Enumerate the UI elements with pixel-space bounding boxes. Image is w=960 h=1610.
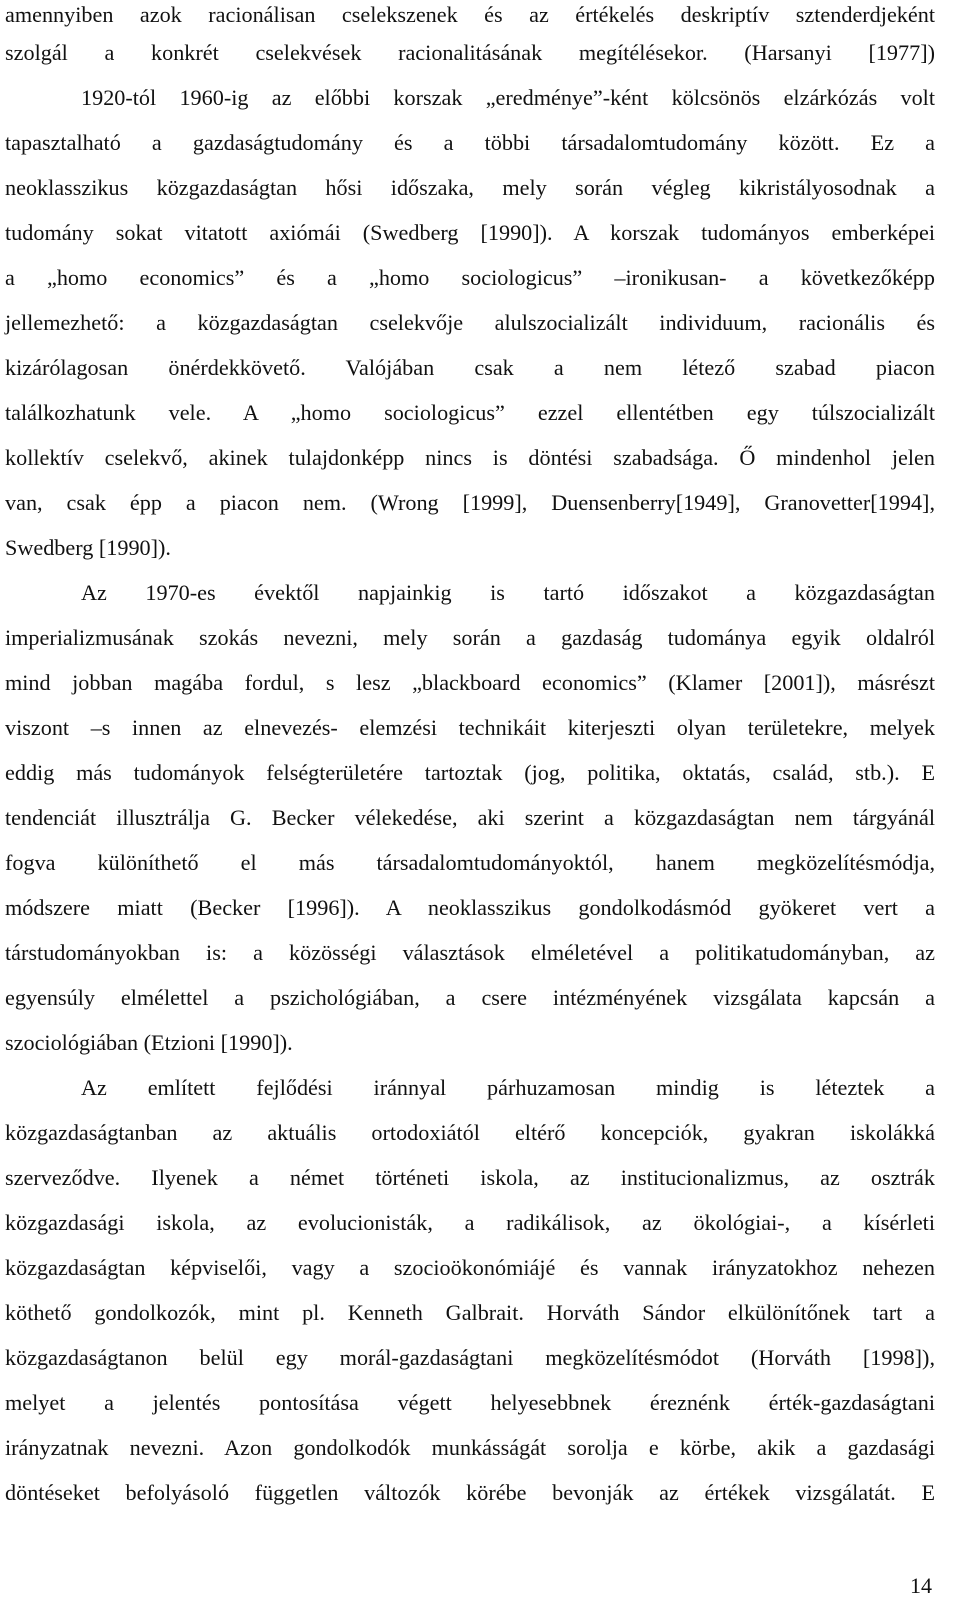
text-line: találkozhatunk vele. A „homo sociologicus” ezzel ellentétben egy túlszocializált [5,400,935,425]
text-line: szerveződve. Ilyenek a német történeti iskola, az institucionalizmus, az osztrák [5,1165,935,1190]
text-line: eddig más tudományok felségterületére tartoztak (jog, politika, oktatás, család, stb.). E [5,760,935,785]
text-line: neoklasszikus közgazdaságtan hősi időszaka, mely során végleg kikristályosodnak a [5,175,935,200]
text-line: 1920-tól 1960-ig az előbbi korszak „eredménye”-ként kölcsönös elzárkózás volt [81,85,935,110]
text-line: imperializmusának szokás nevezni, mely során a gazdaság tudománya egyik oldalról [5,625,935,650]
paragraph [5,75,935,570]
page-number: 14 [910,1573,932,1598]
text-line: Az 1970-es évektől napjainkig is tartó időszakot a közgazdaságtan [81,580,935,605]
text-line: egyensúly elmélettel a pszichológiában, a csere intézményének vizsgálata kapcsán a [5,985,935,1010]
document-page [5,0,935,1515]
text-line: jellemezhető: a közgazdaságtan cselekvője alulszocializált individuum, racionális és [5,310,935,335]
text-line: szociológiában (Etzioni [1990]). [5,1030,293,1055]
text-line: közgazdaságtan képviselői, vagy a szocioökonómiájé és vannak irányzatokhoz nehezen [5,1255,935,1280]
text-line: társtudományokban is: a közösségi választások elméletével a politikatudományban, az [5,940,935,965]
paragraph [5,1065,935,1515]
text-line: tendenciát illusztrálja G. Becker vélekedése, aki szerint a közgazdaságtan nem tárgyánál [5,805,935,830]
text-line: tapasztalható a gazdaságtudomány és a többi társadalomtudomány között. Ez a [5,130,935,155]
text-line: melyet a jelentés pontosítása végett helyesebbnek éreznénk érték-gazdaságtani [5,1390,935,1415]
text-line: döntéseket befolyásoló független változók körébe bevonják az értékek vizsgálatát. E [5,1480,935,1505]
text-line: amennyiben azok racionálisan cselekszenek és az értékelés deskriptív sztenderdjeként [5,2,935,27]
text-line: van, csak épp a piacon nem. (Wrong [1999], Duensenberry[1949], Granovetter[1994], [5,490,935,515]
text-line: szolgál a konkrét cselekvések racionalitásának megítélésekor. (Harsanyi [1977]) [5,40,935,65]
text-line: tudomány sokat vitatott axiómái (Swedberg [1990]). A korszak tudományos emberképei [5,220,935,245]
text-line: közgazdasági iskola, az evolucionisták, a radikálisok, az ökológiai-, a kísérleti [5,1210,935,1235]
text-line: irányzatnak nevezni. Azon gondolkodók munkásságát sorolja e körbe, akik a gazdasági [5,1435,935,1460]
text-line: viszont –s innen az elnevezés- elemzési technikáit kiterjeszti olyan területekre, melyek [5,715,935,740]
text-line: mind jobban magába fordul, s lesz „blackboard economics” (Klamer [2001]), másrészt [5,670,935,695]
text-line: köthető gondolkozók, mint pl. Kenneth Galbrait. Horváth Sándor elkülönítőnek tart a [5,1300,935,1325]
text-line: közgazdaságtanban az aktuális ortodoxiától eltérő koncepciók, gyakran iskolákká [5,1120,935,1145]
text-line: módszere miatt (Becker [1996]). A neoklasszikus gondolkodásmód gyökeret vert a [5,895,935,920]
text-line: Az említett fejlődési iránnyal párhuzamosan mindig is léteztek a [81,1075,935,1100]
text-line: kollektív cselekvő, akinek tulajdonképp nincs is döntési szabadsága. Ő mindenhol jelen [5,445,935,470]
text-line: közgazdaságtanon belül egy morál-gazdaságtani megközelítésmódot (Horváth [1998]), [5,1345,935,1370]
paragraph [5,570,935,1065]
paragraph [5,0,935,75]
text-line: fogva különíthető el más társadalomtudományoktól, hanem megközelítésmódja, [5,850,935,875]
text-line: Swedberg [1990]). [5,535,171,560]
text-line: a „homo economics” és a „homo sociologicus” –ironikusan- a következőképp [5,265,935,290]
text-line: kizárólagosan önérdekkövető. Valójában csak a nem létező szabad piacon [5,355,935,380]
